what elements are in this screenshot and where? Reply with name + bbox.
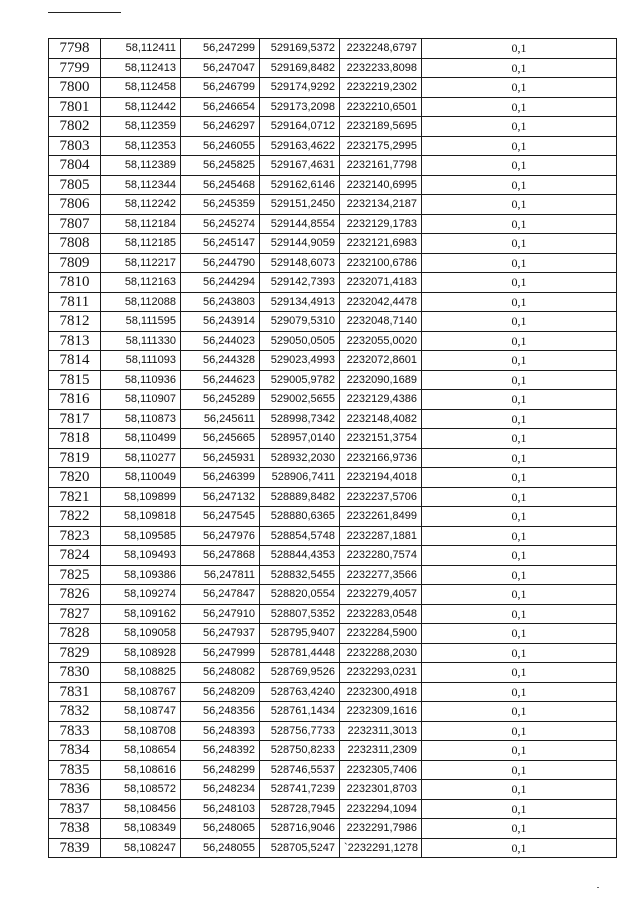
point-number-cell: 7818 <box>49 429 101 449</box>
point-number-cell: 7838 <box>49 819 101 839</box>
table-row <box>49 604 617 624</box>
y-coordinate-cell: 2232129,4386 <box>340 390 422 410</box>
accuracy-cell: 0,1 <box>422 663 617 683</box>
table-row <box>49 409 617 429</box>
x-coordinate-cell: 528957,0140 <box>260 429 340 449</box>
latitude-cell: 58,108456 <box>101 799 181 819</box>
accuracy-cell: 0,1 <box>422 838 617 858</box>
accuracy-cell: 0,1 <box>422 39 617 59</box>
x-coordinate-cell: 528756,7733 <box>260 721 340 741</box>
longitude-cell: 56,245274 <box>181 214 260 234</box>
y-coordinate-cell: 2232166,9736 <box>340 448 422 468</box>
x-coordinate-cell: 528728,7945 <box>260 799 340 819</box>
longitude-cell: 56,245289 <box>181 390 260 410</box>
point-number-cell: 7823 <box>49 526 101 546</box>
accuracy-cell: 0,1 <box>422 565 617 585</box>
y-coordinate-cell: 2232279,4057 <box>340 585 422 605</box>
x-coordinate-cell: 528769,9526 <box>260 663 340 683</box>
latitude-cell: 58,110907 <box>101 390 181 410</box>
y-coordinate-cell: 2232277,3566 <box>340 565 422 585</box>
longitude-cell: 56,245359 <box>181 195 260 215</box>
point-number-cell: 7804 <box>49 156 101 176</box>
longitude-cell: 56,245147 <box>181 234 260 254</box>
accuracy-cell: 0,1 <box>422 175 617 195</box>
y-coordinate-cell: 2232151,3754 <box>340 429 422 449</box>
latitude-cell: 58,108247 <box>101 838 181 858</box>
x-coordinate-cell: 529144,8554 <box>260 214 340 234</box>
y-coordinate-cell: 2232194,4018 <box>340 468 422 488</box>
table-row <box>49 780 617 800</box>
latitude-cell: 58,112184 <box>101 214 181 234</box>
accuracy-cell: 0,1 <box>422 312 617 332</box>
y-coordinate-cell: 2232280,7574 <box>340 546 422 566</box>
table-row <box>49 448 617 468</box>
table-row <box>49 468 617 488</box>
x-coordinate-cell: 528832,5455 <box>260 565 340 585</box>
longitude-cell: 56,248055 <box>181 838 260 858</box>
longitude-cell: 56,247976 <box>181 526 260 546</box>
x-coordinate-cell: 529162,6146 <box>260 175 340 195</box>
y-coordinate-cell: 2232283,0548 <box>340 604 422 624</box>
table-row <box>49 214 617 234</box>
y-coordinate-cell: 2232248,6797 <box>340 39 422 59</box>
longitude-cell: 56,247937 <box>181 624 260 644</box>
x-coordinate-cell: 528746,5537 <box>260 760 340 780</box>
table-row <box>49 565 617 585</box>
longitude-cell: 56,247910 <box>181 604 260 624</box>
table-row <box>49 429 617 449</box>
x-coordinate-cell: 528761,1434 <box>260 702 340 722</box>
latitude-cell: 58,109585 <box>101 526 181 546</box>
x-coordinate-cell: 529169,8482 <box>260 58 340 78</box>
y-coordinate-cell: 2232305,7406 <box>340 760 422 780</box>
longitude-cell: 56,244623 <box>181 370 260 390</box>
latitude-cell: 58,109274 <box>101 585 181 605</box>
longitude-cell: 56,245825 <box>181 156 260 176</box>
accuracy-cell: 0,1 <box>422 273 617 293</box>
accuracy-cell: 0,1 <box>422 195 617 215</box>
x-coordinate-cell: 529173,2098 <box>260 97 340 117</box>
latitude-cell: 58,112163 <box>101 273 181 293</box>
x-coordinate-cell: 528781,4448 <box>260 643 340 663</box>
x-coordinate-cell: 528880,6365 <box>260 507 340 527</box>
accuracy-cell: 0,1 <box>422 390 617 410</box>
x-coordinate-cell: 528820,0554 <box>260 585 340 605</box>
x-coordinate-cell: 529174,9292 <box>260 78 340 98</box>
y-coordinate-cell: 2232072,8601 <box>340 351 422 371</box>
longitude-cell: 56,244328 <box>181 351 260 371</box>
y-coordinate-cell: 2232121,6983 <box>340 234 422 254</box>
coordinates-table-body <box>49 39 617 858</box>
point-number-cell: 7830 <box>49 663 101 683</box>
y-coordinate-cell: 2232100,6786 <box>340 253 422 273</box>
latitude-cell: 58,112458 <box>101 78 181 98</box>
longitude-cell: 56,248209 <box>181 682 260 702</box>
table-row <box>49 58 617 78</box>
y-coordinate-cell: 2232140,6995 <box>340 175 422 195</box>
x-coordinate-cell: 529002,5655 <box>260 390 340 410</box>
x-coordinate-cell: 529167,4631 <box>260 156 340 176</box>
accuracy-cell: 0,1 <box>422 292 617 312</box>
x-coordinate-cell: 528795,9407 <box>260 624 340 644</box>
latitude-cell: 58,108349 <box>101 819 181 839</box>
accuracy-cell: 0,1 <box>422 780 617 800</box>
point-number-cell: 7803 <box>49 136 101 156</box>
point-number-cell: 7814 <box>49 351 101 371</box>
latitude-cell: 58,112353 <box>101 136 181 156</box>
table-row <box>49 585 617 605</box>
latitude-cell: 58,109493 <box>101 546 181 566</box>
accuracy-cell: 0,1 <box>422 604 617 624</box>
y-coordinate-cell: 2232129,1783 <box>340 214 422 234</box>
accuracy-cell: 0,1 <box>422 760 617 780</box>
latitude-cell: 58,109818 <box>101 507 181 527</box>
longitude-cell: 56,245611 <box>181 409 260 429</box>
longitude-cell: 56,247047 <box>181 58 260 78</box>
table-row <box>49 195 617 215</box>
x-coordinate-cell: 529148,6073 <box>260 253 340 273</box>
table-row <box>49 351 617 371</box>
longitude-cell: 56,248065 <box>181 819 260 839</box>
latitude-cell: 58,112088 <box>101 292 181 312</box>
latitude-cell: 58,111330 <box>101 331 181 351</box>
header-rule <box>48 12 121 13</box>
x-coordinate-cell: 529023,4993 <box>260 351 340 371</box>
x-coordinate-cell: 529079,5310 <box>260 312 340 332</box>
point-number-cell: 7826 <box>49 585 101 605</box>
x-coordinate-cell: 528763,4240 <box>260 682 340 702</box>
latitude-cell: 58,108616 <box>101 760 181 780</box>
table-row <box>49 117 617 137</box>
latitude-cell: 58,112413 <box>101 58 181 78</box>
latitude-cell: 58,112217 <box>101 253 181 273</box>
y-coordinate-cell: 2232055,0020 <box>340 331 422 351</box>
point-number-cell: 7802 <box>49 117 101 137</box>
table-row <box>49 487 617 507</box>
x-coordinate-cell: 528844,4353 <box>260 546 340 566</box>
longitude-cell: 56,247999 <box>181 643 260 663</box>
point-number-cell: 7827 <box>49 604 101 624</box>
point-number-cell: 7822 <box>49 507 101 527</box>
point-number-cell: 7807 <box>49 214 101 234</box>
table-row <box>49 136 617 156</box>
latitude-cell: 58,109386 <box>101 565 181 585</box>
y-coordinate-cell: 2232288,2030 <box>340 643 422 663</box>
latitude-cell: 58,108767 <box>101 682 181 702</box>
latitude-cell: 58,110499 <box>101 429 181 449</box>
longitude-cell: 56,247545 <box>181 507 260 527</box>
y-coordinate-cell: 2232148,4082 <box>340 409 422 429</box>
longitude-cell: 56,248356 <box>181 702 260 722</box>
table-row <box>49 741 617 761</box>
longitude-cell: 56,248082 <box>181 663 260 683</box>
longitude-cell: 56,245665 <box>181 429 260 449</box>
point-number-cell: 7832 <box>49 702 101 722</box>
latitude-cell: 58,110873 <box>101 409 181 429</box>
table-row <box>49 838 617 858</box>
longitude-cell: 56,247868 <box>181 546 260 566</box>
x-coordinate-cell: 529134,4913 <box>260 292 340 312</box>
point-number-cell: 7809 <box>49 253 101 273</box>
table-row <box>49 624 617 644</box>
point-number-cell: 7828 <box>49 624 101 644</box>
point-number-cell: 7833 <box>49 721 101 741</box>
latitude-cell: 58,109162 <box>101 604 181 624</box>
latitude-cell: 58,109058 <box>101 624 181 644</box>
y-coordinate-cell: 2232161,7798 <box>340 156 422 176</box>
accuracy-cell: 0,1 <box>422 448 617 468</box>
coordinates-table <box>48 38 617 858</box>
latitude-cell: 58,112359 <box>101 117 181 137</box>
point-number-cell: 7810 <box>49 273 101 293</box>
latitude-cell: 58,108825 <box>101 663 181 683</box>
table-row <box>49 97 617 117</box>
table-row <box>49 39 617 59</box>
x-coordinate-cell: 528741,7239 <box>260 780 340 800</box>
x-coordinate-cell: 529163,4622 <box>260 136 340 156</box>
table-row <box>49 721 617 741</box>
longitude-cell: 56,248234 <box>181 780 260 800</box>
y-coordinate-cell: 2232261,8499 <box>340 507 422 527</box>
point-number-cell: 7816 <box>49 390 101 410</box>
table-row <box>49 175 617 195</box>
point-number-cell: 7821 <box>49 487 101 507</box>
table-row <box>49 643 617 663</box>
table-row <box>49 663 617 683</box>
x-coordinate-cell: 528807,5352 <box>260 604 340 624</box>
accuracy-cell: 0,1 <box>422 624 617 644</box>
accuracy-cell: 0,1 <box>422 234 617 254</box>
x-coordinate-cell: 529169,5372 <box>260 39 340 59</box>
x-coordinate-cell: 528998,7342 <box>260 409 340 429</box>
x-coordinate-cell: 529005,9782 <box>260 370 340 390</box>
point-number-cell: 7825 <box>49 565 101 585</box>
longitude-cell: 56,246654 <box>181 97 260 117</box>
point-number-cell: 7837 <box>49 799 101 819</box>
longitude-cell: 56,248103 <box>181 799 260 819</box>
point-number-cell: 7805 <box>49 175 101 195</box>
accuracy-cell: 0,1 <box>422 721 617 741</box>
point-number-cell: 7820 <box>49 468 101 488</box>
longitude-cell: 56,246297 <box>181 117 260 137</box>
longitude-cell: 56,245931 <box>181 448 260 468</box>
y-coordinate-cell: 2232237,5706 <box>340 487 422 507</box>
point-number-cell: 7834 <box>49 741 101 761</box>
latitude-cell: 58,112389 <box>101 156 181 176</box>
accuracy-cell: 0,1 <box>422 117 617 137</box>
accuracy-cell: 0,1 <box>422 585 617 605</box>
table-row <box>49 682 617 702</box>
latitude-cell: 58,109899 <box>101 487 181 507</box>
latitude-cell: 58,112442 <box>101 97 181 117</box>
longitude-cell: 56,243803 <box>181 292 260 312</box>
longitude-cell: 56,247811 <box>181 565 260 585</box>
x-coordinate-cell: 529151,2450 <box>260 195 340 215</box>
y-coordinate-cell: 2232300,4918 <box>340 682 422 702</box>
point-number-cell: 7817 <box>49 409 101 429</box>
latitude-cell: 58,108654 <box>101 741 181 761</box>
point-number-cell: 7813 <box>49 331 101 351</box>
point-number-cell: 7801 <box>49 97 101 117</box>
accuracy-cell: 0,1 <box>422 214 617 234</box>
table-row <box>49 546 617 566</box>
latitude-cell: 58,112242 <box>101 195 181 215</box>
y-coordinate-cell: 2232189,5695 <box>340 117 422 137</box>
x-coordinate-cell: 528906,7411 <box>260 468 340 488</box>
latitude-cell: 58,112411 <box>101 39 181 59</box>
accuracy-cell: 0,1 <box>422 468 617 488</box>
accuracy-cell: 0,1 <box>422 741 617 761</box>
latitude-cell: 58,110049 <box>101 468 181 488</box>
y-coordinate-cell: 2232048,7140 <box>340 312 422 332</box>
table-row <box>49 292 617 312</box>
latitude-cell: 58,112185 <box>101 234 181 254</box>
table-row <box>49 331 617 351</box>
point-number-cell: 7806 <box>49 195 101 215</box>
accuracy-cell: 0,1 <box>422 526 617 546</box>
accuracy-cell: 0,1 <box>422 702 617 722</box>
table-row <box>49 370 617 390</box>
table-row <box>49 526 617 546</box>
table-row <box>49 819 617 839</box>
accuracy-cell: 0,1 <box>422 156 617 176</box>
y-coordinate-cell: 2232311,3013 <box>340 721 422 741</box>
point-number-cell: 7815 <box>49 370 101 390</box>
x-coordinate-cell: 528705,5247 <box>260 838 340 858</box>
latitude-cell: 58,111093 <box>101 351 181 371</box>
point-number-cell: 7839 <box>49 838 101 858</box>
table-row <box>49 702 617 722</box>
latitude-cell: 58,108928 <box>101 643 181 663</box>
accuracy-cell: 0,1 <box>422 487 617 507</box>
table-row <box>49 312 617 332</box>
point-number-cell: 7812 <box>49 312 101 332</box>
accuracy-cell: 0,1 <box>422 429 617 449</box>
longitude-cell: 56,248393 <box>181 721 260 741</box>
latitude-cell: 58,111595 <box>101 312 181 332</box>
point-number-cell: 7800 <box>49 78 101 98</box>
longitude-cell: 56,247847 <box>181 585 260 605</box>
longitude-cell: 56,246399 <box>181 468 260 488</box>
accuracy-cell: 0,1 <box>422 136 617 156</box>
longitude-cell: 56,248299 <box>181 760 260 780</box>
x-coordinate-cell: 529144,9059 <box>260 234 340 254</box>
y-coordinate-cell: 2232284,5900 <box>340 624 422 644</box>
table-row <box>49 156 617 176</box>
y-coordinate-cell: 2232293,0231 <box>340 663 422 683</box>
longitude-cell: 56,244294 <box>181 273 260 293</box>
accuracy-cell: 0,1 <box>422 97 617 117</box>
accuracy-cell: 0,1 <box>422 546 617 566</box>
accuracy-cell: 0,1 <box>422 331 617 351</box>
longitude-cell: 56,246799 <box>181 78 260 98</box>
point-number-cell: 7798 <box>49 39 101 59</box>
y-coordinate-cell: 2232309,1616 <box>340 702 422 722</box>
longitude-cell: 56,243914 <box>181 312 260 332</box>
y-coordinate-cell: 2232090,1689 <box>340 370 422 390</box>
x-coordinate-cell: 529164,0712 <box>260 117 340 137</box>
table-row <box>49 760 617 780</box>
point-number-cell: 7829 <box>49 643 101 663</box>
table-row <box>49 799 617 819</box>
point-number-cell: 7819 <box>49 448 101 468</box>
x-coordinate-cell: 528854,5748 <box>260 526 340 546</box>
longitude-cell: 56,244790 <box>181 253 260 273</box>
accuracy-cell: 0,1 <box>422 643 617 663</box>
longitude-cell: 56,247299 <box>181 39 260 59</box>
scan-speck <box>597 887 599 888</box>
point-number-cell: 7836 <box>49 780 101 800</box>
accuracy-cell: 0,1 <box>422 819 617 839</box>
longitude-cell: 56,248392 <box>181 741 260 761</box>
accuracy-cell: 0,1 <box>422 253 617 273</box>
latitude-cell: 58,110936 <box>101 370 181 390</box>
x-coordinate-cell: 528889,8482 <box>260 487 340 507</box>
point-number-cell: 7831 <box>49 682 101 702</box>
y-coordinate-cell: 2232219,2302 <box>340 78 422 98</box>
table-row <box>49 234 617 254</box>
longitude-cell: 56,247132 <box>181 487 260 507</box>
x-coordinate-cell: 528932,2030 <box>260 448 340 468</box>
longitude-cell: 56,246055 <box>181 136 260 156</box>
point-number-cell: 7808 <box>49 234 101 254</box>
longitude-cell: 56,245468 <box>181 175 260 195</box>
x-coordinate-cell: 528716,9046 <box>260 819 340 839</box>
accuracy-cell: 0,1 <box>422 799 617 819</box>
latitude-cell: 58,112344 <box>101 175 181 195</box>
y-coordinate-cell: 2232301,8703 <box>340 780 422 800</box>
latitude-cell: 58,108747 <box>101 702 181 722</box>
point-number-cell: 7835 <box>49 760 101 780</box>
y-coordinate-cell: 2232042,4478 <box>340 292 422 312</box>
accuracy-cell: 0,1 <box>422 682 617 702</box>
point-number-cell: 7824 <box>49 546 101 566</box>
y-coordinate-cell: 2232134,2187 <box>340 195 422 215</box>
x-coordinate-cell: 529142,7393 <box>260 273 340 293</box>
longitude-cell: 56,244023 <box>181 331 260 351</box>
y-coordinate-cell: `2232291,1278 <box>340 838 422 858</box>
y-coordinate-cell: 2232210,6501 <box>340 97 422 117</box>
latitude-cell: 58,110277 <box>101 448 181 468</box>
table-row <box>49 253 617 273</box>
accuracy-cell: 0,1 <box>422 58 617 78</box>
table-row <box>49 273 617 293</box>
y-coordinate-cell: 2232287,1881 <box>340 526 422 546</box>
x-coordinate-cell: 528750,8233 <box>260 741 340 761</box>
y-coordinate-cell: 2232233,8098 <box>340 58 422 78</box>
point-number-cell: 7811 <box>49 292 101 312</box>
latitude-cell: 58,108708 <box>101 721 181 741</box>
y-coordinate-cell: 2232311,2309 <box>340 741 422 761</box>
accuracy-cell: 0,1 <box>422 507 617 527</box>
point-number-cell: 7799 <box>49 58 101 78</box>
y-coordinate-cell: 2232071,4183 <box>340 273 422 293</box>
accuracy-cell: 0,1 <box>422 351 617 371</box>
table-row <box>49 390 617 410</box>
latitude-cell: 58,108572 <box>101 780 181 800</box>
accuracy-cell: 0,1 <box>422 370 617 390</box>
x-coordinate-cell: 529050,0505 <box>260 331 340 351</box>
table-row <box>49 507 617 527</box>
accuracy-cell: 0,1 <box>422 78 617 98</box>
accuracy-cell: 0,1 <box>422 409 617 429</box>
table-row <box>49 78 617 98</box>
y-coordinate-cell: 2232294,1094 <box>340 799 422 819</box>
y-coordinate-cell: 2232291,7986 <box>340 819 422 839</box>
y-coordinate-cell: 2232175,2995 <box>340 136 422 156</box>
